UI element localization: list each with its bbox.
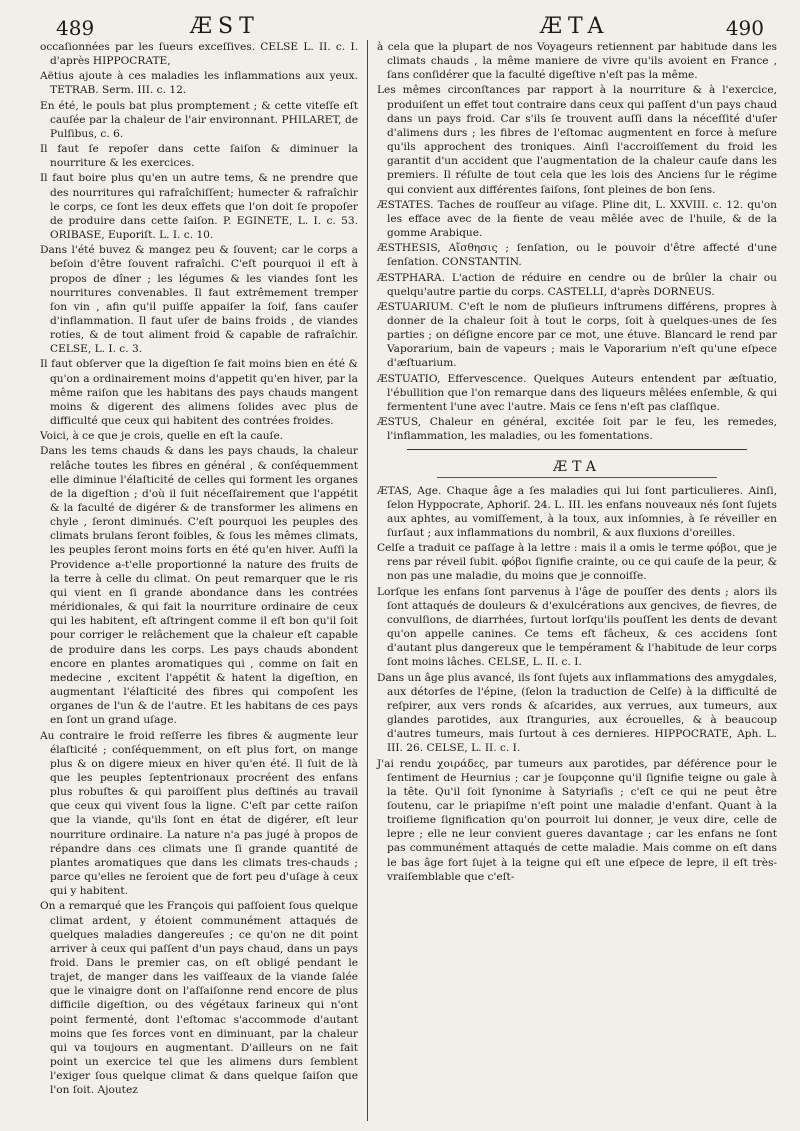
paragraph: Il faut ſe repoſer dans cette ſaiſon & diminuer la nourriture & les exercices. [40,143,358,170]
paragraph: Dans les tems chauds & dans les pays chauds, la chaleur relâche toutes les fibres en général , & conſéquemment elle diminue l'élaſticité de celles qui forment les organes de la digeſtion ; d'où il ſuit néceſſairement que l'appétit & la faculté de digérer & de transformer les alimens en chyle , ſeront diminués. C'eſt pourquoi les peuples des climats brulans ſeront foibles, & ſous les mêmes climats, les peuples ſeront moins forts en été qu'en hiver. Auſſi la Providence a-t'elle proportionné la nature des fruits de la terre à celle du climat. On peut remarquer que le ris qui vient en ſi grande abondance dans les contrées méridionales, & qui fait la nourriture ordinaire de ceux qui les habitent, eſt aſtringent comme il eſt bon qu'il ſoit pour corriger le relâchement que la chaleur eſt capable de produire dans les corps. Les pays chauds abondent encore en plantes aromatiques qui , comme on ſait en medecine , excitent l'appétit & hatent la digeſtion, en augmentant l'élaſticité des fibres qui compoſent les organes de l'un & de l'autre. Et les habitans de ces pays en ſont un grand uſage. [40,445,358,727]
entry-aestuarium: ÆSTUARIUM. C'eſt le nom de pluſieurs inſtrumens différens, propres à donner de la chaleur ſoit à tout le corps, ſoit à quelques-unes de ſes parties ; on déſigne encore par ce mot, une étuve. Blancard le rend par Vaporarium, bain de vapeurs ; mais le Vaporarium n'eſt qu'une eſpece d'æſtuarium. [377,300,777,370]
paragraph: Au contraire le froid reſſerre les fibres & augmente leur élaſticité ; conſéquemment, on eſt plus fort, on mange plus & on digere mieux en hiver qu'en été. Il ſuit de là que les peuples ſeptentrionaux procréent des enfans plus robuſtes & qui paroiſſent plus deſtinés au travail que ceux qui vivent ſous la ligne. C'eſt par cette raiſon que la viande, qu'ils ſont en état de digérer, eſt leur nourriture ordinaire. La nature n'a pas jugé à propos de répandre dans ces climats une ſi grande quantité de plantes aromatiques que dans les climats tres-chauds ; parce qu'elles ne ſeroient que de fort peu d'uſage à ceux qui y habitent. [40,729,358,898]
paragraph: Les mêmes circonſtances par rapport à la nourriture & à l'exercice, produiſent un effet tout contraire dans ceux qui paſſent d'un pays chaud dans un pays froid. Car s'ils ſe trouvent auſſi dans la néceſſité d'uſer d'alimens durs ; les fibres de l'eſtomac augmentent en force à meſure qu'ils approchent des troniques. Ainſi l'accroiſſement du froid les garantit d'un accident que l'augmentation de la chaleur cauſe dans les premiers. Il réſulte de tout cela que les lois des Anciens ſur le régime qui convient aux différentes ſaiſons, ſont pleines de bon ſens. [377,84,777,196]
entry-aestuatio: ÆSTUATIO, Effervescence. Quelques Auteurs entendent par æſtuatio, l'ébullition que l'on remarque dans des liqueurs mêlées enſemble, & qui fermentent l'une avec l'autre. Mais ce ſens n'eſt pas claſſique. [377,372,777,413]
left-column [40,40,367,1121]
page-number-right: 490 [725,16,764,40]
paragraph: En été, le pouls bat plus promptement ; & cette viteſſe eſt cauſée par la chaleur de l'air environnant. PHILARET, de Pulſibus, c. 6. [40,99,358,140]
paragraph: J'ai rendu χοιράδες, par tumeurs aux parotides, par déférence pour le ſentiment de Heurnius ; car je ſoupçonne qu'il ſignifie teigne ou gale à la tête. Qu'il ſoit ſynonime à Satyriaſis ; c'eſt ce qui ne peut être ſoutenu, car le priapiſme n'eſt point une maladie d'enfant. Quant à la troiſieme ſignification qu'on pourroit lui donner, je veux dire, celle de lepre ; elle ne leur convient gueres davantage ; car les enfans ne ſont pas communément attaqués de cette maladie. Mais comme on eſt dans le bas âge fort ſujet à la teigne qui eſt une eſpece de lepre, il eſt très-vraiſemblable que c'eſt- [377,757,777,883]
entry-aestus: ÆSTUS, Chaleur en général, excitée ſoit par le feu, les remedes, l'inflammation, les maladies, ou les fomentations. [377,416,777,443]
right-column [368,40,777,1121]
entry-aetas: ÆTAS, Age. Chaque âge a ſes maladies qui lui ſont particulieres. Ainſi, ſelon Hyppocrate, Aphoriſ. 24. L. III. les enfans nouveaux nés ſont ſujets aux aphtes, au vomiſſement, à la toux, aux inſomnies, à ſe réveiller en ſurſaut ; aux inflammations du nombril, & aux fluxions d'oreilles. [377,484,777,539]
running-head-right: ÆTA [540,14,610,39]
section-rule-top [407,449,747,450]
paragraph: Lorſque les enfans ſont parvenus à l'âge de pouſſer des dents ; alors ils ſont attaqués de douleurs & d'exulcérations aux gencives, de fievres, de convulſions, de diarrhées, ſurtout lorſqu'ils pouſſent les dents de devant qu'on appelle canines. Ce tems eſt fâcheux, & ces accidens ſont d'autant plus dangereux que le tempérament & l'habitude de leur corps ſont moins lâches. CELSE, L. II. c. I. [377,585,777,669]
page-number-left: 489 [56,16,95,40]
paragraph: Dans l'été buvez & mangez peu & ſouvent; car le corps a beſoin d'être ſouvent rafraîchi. C'eſt pourquoi il eſt à propos de dîner ; les légumes & les viandes ſont les nourritures convenables. Il faut extrêmement tremper ſon vin , afin qu'il puiſſe appaiſer la ſoif, ſans cauſer d'inflammation. Il faut uſer de bains froids , de viandes roties, & de tout aliment froid & capable de rafraîchir. CELSE, L. I. c. 3. [40,244,358,356]
paragraph: Aëtius ajoute à ces maladies les inflammations aux yeux. TETRAB. Serm. III. c. 12. [40,70,358,97]
entry-aestphara: ÆSTPHARA. L'action de réduire en cendre ou de brûler la chair ou quelqu'autre partie du corps. CASTELLI, d'après DORNEUS. [377,271,777,298]
paragraph: Celſe a traduit ce paſſage à la lettre : mais il a omis le terme φόβοι, que je rens par réveil ſubit. φόβοι ſignifie crainte, ou ce qui cauſe de la peur, & non pas une maladie, du moins que je connoiſſe. [377,542,777,583]
running-head-left: ÆST [190,14,260,39]
entry-aestates: ÆSTATES. Taches de rouſſeur au viſage. Pline dit, L. XXVIII. c. 12. qu'on les efface avec de la fiente de veau mêlée avec de l'huile, & de la gomme Arabique. [377,198,777,240]
paragraph: On a remarqué que les François qui paſſoient ſous quelque climat ardent, y étoient communément attaqués de quelques maladies dangereuſes ; ce qu'on ne dit point arriver à ceux qui paſſent d'un pays chaud, dans un pays froid. Dans le premier cas, on eſt obligé pendant le trajet, de manger dans les vaiſſeaux de la viande ſalée que le vinaigre dont on l'aſſaiſonne rend encore de plus difficile digeſtion, ou des végétaux farineux qui n'ont point fermenté, dont l'eſtomac s'accommode d'autant moins que ſes forces vont en diminuant, par la chaleur qui va toujours en augmentant. D'ailleurs on ne fait point un exercice tel que les alimens durs ſemblent l'exiger ſous quelque climat & dans quelque ſaiſon que l'on ſoit. Ajoutez [40,900,358,1097]
text-columns [40,40,786,1121]
entry-aesthesis: ÆSTHESIS, Αἴσθησις ; ſenſation, ou le pouvoir d'être affecté d'une ſenſation. CONSTANTIN. [377,242,777,269]
paragraph: occaſionnées par les ſueurs exceſſives. CELSE L. II. c. I. d'après HIPPOCRATE, [40,41,358,68]
paragraph: Il faut obſerver que la digeſtion ſe fait moins bien en été & qu'on a ordinairement moins d'appetit qu'en hiver, par la même raiſon que les habitans des pays chauds mangent moins & digerent des alimens ſolides avec plus de difficulté que ceux qui habitent des contrées froides. [40,358,358,428]
section-heading: ÆTA [553,459,601,476]
section-rule-bottom [437,477,717,478]
paragraph: Voici, à ce que je crois, quelle en eſt la cauſe. [40,430,284,443]
paragraph: Il faut boire plus qu'en un autre tems, & ne prendre que des nourritures qui rafraîchiſſent; humecter & rafraîchir le corps, ce ſont les deux effets que l'on doit ſe propoſer de produire dans cette ſaiſon. P. EGINETE, L. I. c. 53. ORIBASE, Euporiſt. L. I. c. 10. [40,172,358,242]
paragraph: Dans un âge plus avancé, ils ſont ſujets aux inflammations des amygdales, aux détorſes de l'épine, (ſelon la traduction de Celſe) à la difficulté de reſpirer, aux vers ronds & aſcarides, aux verrues, aux tumeurs, aux glandes parotides, aux ſtranguries, aux écrouelles, & à beaucoup d'autres tumeurs, mais ſurtout à ces dernieres. HIPPOCRATE, Aph. L. III. 26. CELSE, L. II. c. I. [377,671,777,755]
paragraph: à cela que la plupart de nos Voyageurs retiennent par habitude dans les climats chauds , la même maniere de vivre qu'ils avoient en France , ſans conſidérer que la faculté digeſtive n'eſt pas la même. [377,41,777,82]
